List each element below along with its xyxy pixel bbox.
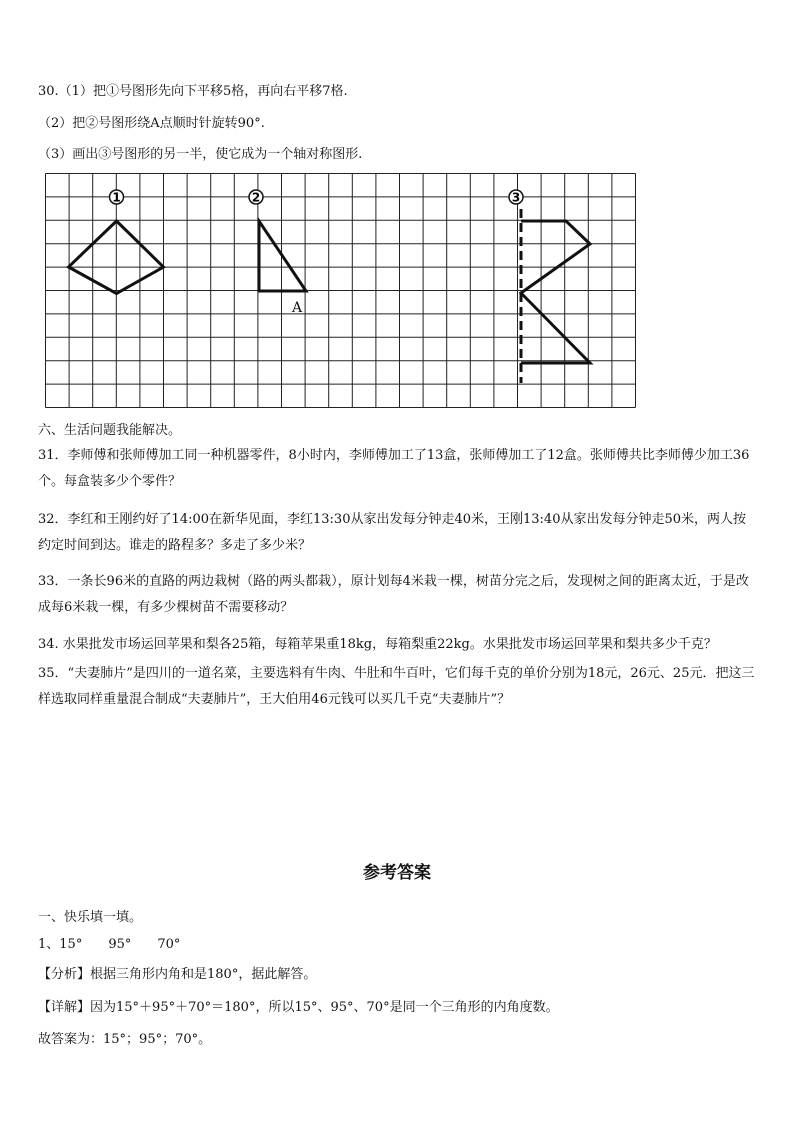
- grid-lines: [46, 174, 636, 408]
- q30-part2: （2）把②号图形绕A点顺时针旋转90°.: [38, 116, 265, 131]
- q30-part1: 30.（1）把①号图形先向下平移5格，再向右平移7格.: [38, 84, 348, 99]
- question-31: 31．李师傅和张师傅加工同一种机器零件，8小时内，李师傅加工了13盒，张师傅加工了12盒。张师傅共比李师傅少加工36个。每盒装多少个零件？: [38, 448, 750, 489]
- answers-title: 参考答案: [363, 863, 431, 883]
- question-33: 33．一条长96米的直路的两边栽树（路的两头都栽），原计划每4米栽一棵，树苗分完之后，发现树之间的距离太近，于是改成每6米栽一棵，有多少棵树苗不需要移动？: [38, 574, 749, 615]
- grid-figure: [45, 173, 637, 415]
- answers-section1: 一、快乐填一填。: [38, 910, 143, 925]
- svg-text:1: 1: [112, 190, 121, 205]
- label-1-icon: [110, 190, 124, 205]
- question-34: 34. 水果批发市场运回苹果和梨各25箱，每箱苹果重18kg，每箱梨重22kg。水果批发市场运回苹果和梨共多少千克？: [38, 637, 717, 652]
- q30-part3: （3）画出③号图形的另一半，使它成为一个轴对称图形.: [38, 147, 363, 162]
- question-35: 35．“夫妻肺片”是四川的一道名菜，主要选料有牛肉、牛肚和牛百叶，它们每千克的单价分别为18元，26元、25元．把这三样选取同样重量混合制成“夫妻肺片”，王大伯用46元钱可以买几千克“夫妻肺片”？: [38, 666, 755, 707]
- grid-svg: [45, 173, 637, 411]
- label-3-icon: [509, 190, 523, 205]
- answer-conclusion: 故答案为：15°；95°；70°。: [38, 1032, 212, 1047]
- svg-text:3: 3: [511, 190, 521, 205]
- question-32: 32．李红和王刚约好了14:00在新华见面，李红13:30从家出发每分钟走40米，王刚13:40从家出发每分钟走50米，两人按约定时间到达。谁走的路程多？多走了多少米？: [38, 512, 747, 553]
- point-a-label: A: [292, 300, 303, 316]
- answer-1: 1、15° 95° 70°: [38, 937, 181, 952]
- answer-analysis: 【分析】根据三角形内角和是180°，据此解答。: [38, 967, 317, 982]
- label-2-icon: [249, 190, 263, 205]
- figure-3-shape: [521, 221, 590, 363]
- svg-text:2: 2: [251, 190, 261, 205]
- section6-title: 六、生活问题我能解决。: [38, 423, 182, 438]
- answer-detail: 【详解】因为15°＋95°＋70°＝180°，所以15°、95°、70°是同一个三角形的内角度数。: [38, 1000, 559, 1015]
- figure-2-triangle: [259, 221, 306, 291]
